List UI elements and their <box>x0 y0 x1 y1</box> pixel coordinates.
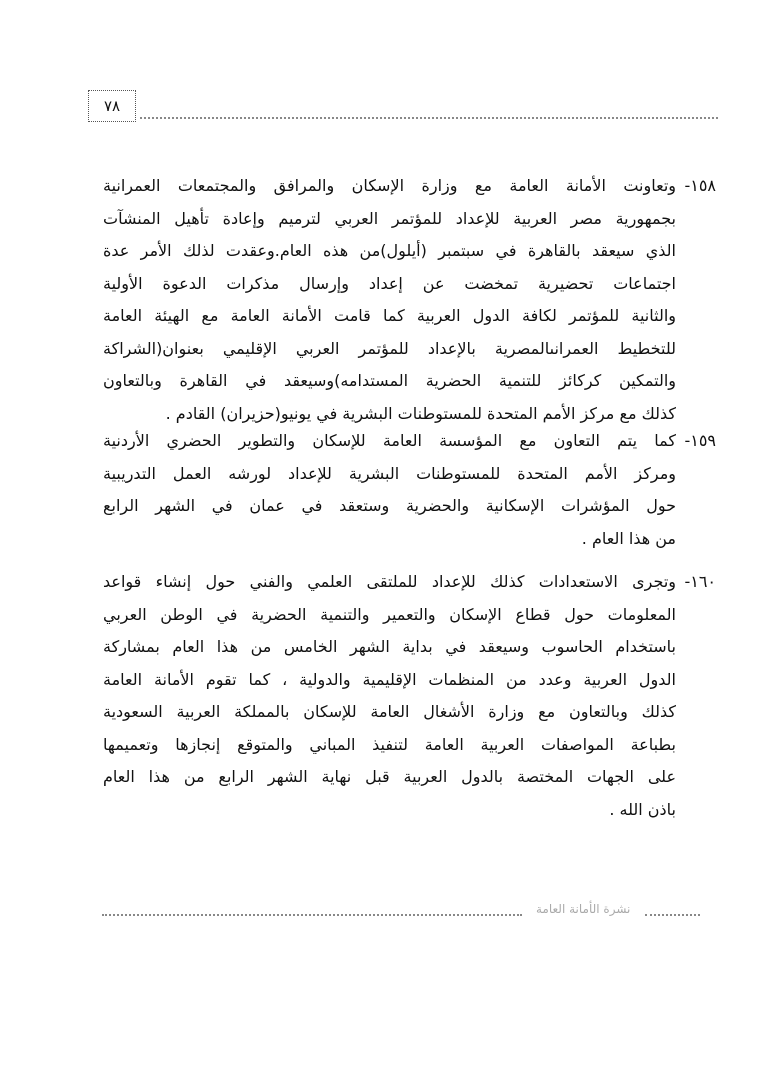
text-line: المعلومات حول قطاع الإسكان والتعمير والتنمية الحضرية في الوطن العربي <box>103 604 676 624</box>
footer-title: نشرة الأمانة العامة <box>536 902 631 916</box>
text-line: وتعاونت الأمانة العامة مع وزارة الإسكان والمرافق والمجتمعات العمرانية <box>103 176 676 195</box>
paragraph <box>103 566 716 826</box>
text-line: على الجهات المختصة بالدول العربية قبل نهاية الشهر الرابع من هذا العام <box>103 767 676 786</box>
text-line: الدول العربية وعدد من المنظمات الإقليمية والدولية ، كما تقوم الأمانة العامة <box>103 669 676 689</box>
page-number-box <box>88 90 136 122</box>
paragraph-number: ١٥٨- <box>684 176 716 195</box>
text-line: للتخطيط العمرانىالمصرية بالإعداد للمؤتمر العربي الإقليمي بعنوان(الشراكة <box>103 338 676 358</box>
footer-rule-short <box>645 914 700 916</box>
text-line: والثانية للمؤتمر لكافة الدول العربية كما قامت الأمانة العامة مع الهيئة العامة <box>103 306 676 325</box>
text-line: حول المؤشرات الإسكانية والحضرية وستعقد في عمان في الشهر الرابع <box>103 496 676 515</box>
text-line: الذي سيعقد بالقاهرة في سبتمبر (أيلول)من هذه العام.وعقدت لذلك الأمر عدة <box>103 241 676 260</box>
text-line: بجمهورية مصر العربية للإعداد للمؤتمر العربي لترميم وإعادة تأهيل المنشآت <box>103 208 676 228</box>
text-line: كذلك وبالتعاون مع وزارة الأشغال العامة للإسكان بالمملكة العربية السعودية <box>103 702 676 721</box>
text-line: ومركز الأمم المتحدة للمستوطنات البشرية للإعداد لورشه العمل التدريبية <box>103 463 676 483</box>
text-line: اجتماعات تحضيرية تمخضت عن إعداد وإرسال مذكرات الدعوة الأولية <box>103 273 676 293</box>
paragraph-number: ١٥٩- <box>684 431 716 450</box>
text-line: والتمكين كركائز للتنمية الحضرية المستدامه)وسيعقد في القاهرة وبالتعاون <box>103 371 676 390</box>
text-line: كما يتم التعاون مع المؤسسة العامة للإسكان والتطوير الحضري الأردنية <box>103 431 676 450</box>
header-rule <box>140 117 718 119</box>
footer-rule <box>102 914 522 916</box>
text-line: وتجرى الاستعدادات كذلك للإعداد للملتقى العلمي والفني حول إنشاء قواعد <box>103 572 676 591</box>
page-number: ٧٨ <box>103 97 121 115</box>
paragraph-number: ١٦٠- <box>684 572 716 591</box>
text-line: بطباعة المواصفات العربية العامة لتنفيذ المباني والمتوقع إنجازها وتعميمها <box>103 734 676 754</box>
text-line: باستخدام الحاسوب وسيعقد في بداية الشهر الخامس من هذا العام بمشاركة <box>103 637 676 656</box>
paragraph <box>103 170 716 430</box>
text-line: باذن الله . <box>609 799 676 819</box>
text-line: من هذا العام . <box>581 528 676 548</box>
paragraph <box>103 425 716 555</box>
text-line: كذلك مع مركز الأمم المتحدة للمستوطنات البشرية في يونيو(حزيران) القادم . <box>165 403 676 423</box>
